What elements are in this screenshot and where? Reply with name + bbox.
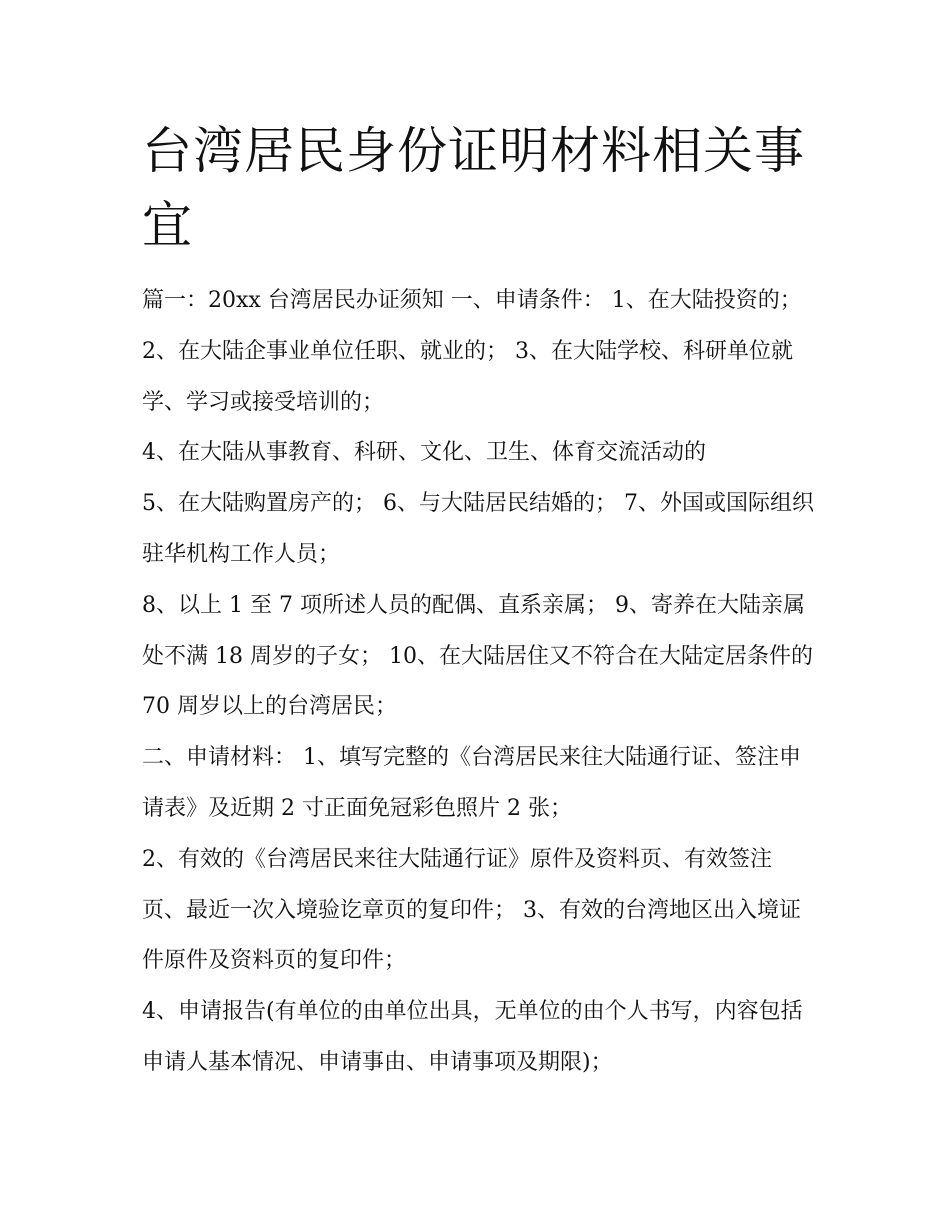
paragraph-eligibility: 篇一：20xx 台湾居民办证须知 一、申请条件： 1、在大陆投资的； 2、在大陆企事业单位任职、就业的； 3、在大陆学校、科研单位就学、学习或接受培训的； <box>142 288 802 415</box>
paragraph-materials-4: 4、申请报告(有单位的由单位出具，无单位的由个人书写，内容包括申请人基本情况、申请事由、申请事项及期限)； <box>142 999 803 1075</box>
paragraph-items-8-10: 8、以上 1 至 7 项所述人员的配偶、直系亲属； 9、寄养在大陆亲属处不满 18 周岁的子女； 10、在大陆居住又不符合在大陆定居条件的 70 周岁以上的台湾居民； <box>142 592 813 720</box>
document-title: 台湾居民身份证明材料相关事宜 <box>142 122 805 254</box>
paragraph-materials-2-3: 2、有效的《台湾居民来往大陆通行证》原件及资料页、有效签注页、最近一次入境验讫章页的复印件； 3、有效的台湾地区出入境证件原件及资料页的复印件； <box>142 846 801 974</box>
document-body <box>142 276 814 1089</box>
paragraph-item-4: 4、在大陆从事教育、科研、文化、卫生、体育交流活动的 <box>142 440 706 466</box>
paragraph-items-5-7: 5、在大陆购置房产的； 6、与大陆居民结婚的； 7、外国或国际组织驻华机构工作人员； <box>142 491 814 567</box>
paragraph-materials-1: 二、申请材料： 1、填写完整的《台湾居民来往大陆通行证、签注申请表》及近期 2 寸正面免冠彩色照片 2 张； <box>142 745 801 821</box>
